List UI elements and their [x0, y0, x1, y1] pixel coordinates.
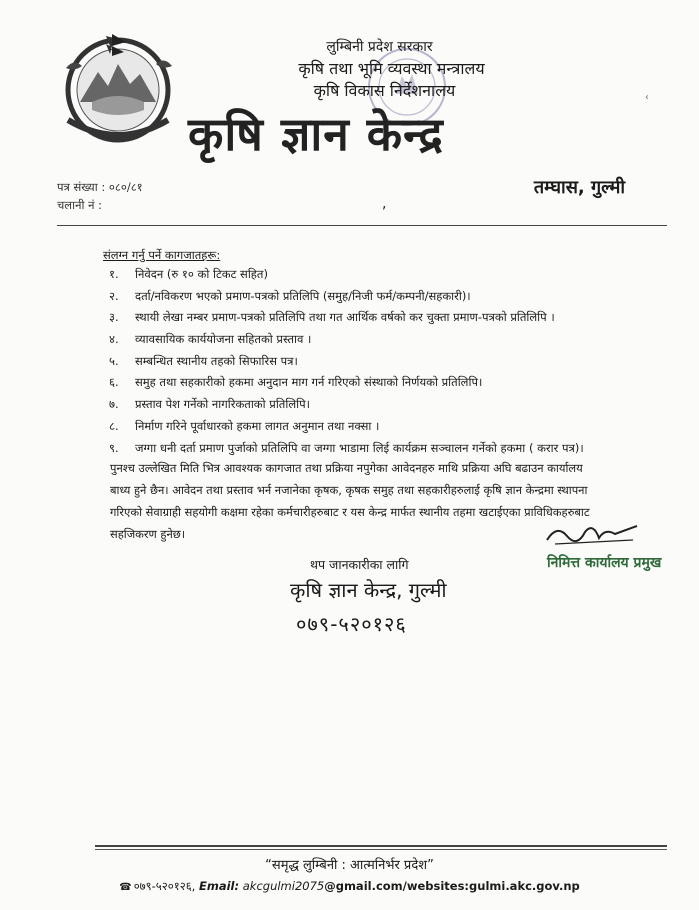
- documents-list: [103, 264, 663, 459]
- list-item: [103, 264, 663, 286]
- contact-label: थप जानकारीका लागि: [310, 557, 409, 572]
- postscript-line: सहजिकरण हुनेछ।: [110, 527, 186, 541]
- list-item-number: ८.: [109, 418, 119, 433]
- list-item: [103, 416, 663, 438]
- list-item-text: निवेदन (रु १० को टिकट सहित): [135, 267, 268, 281]
- list-item-number: ४.: [109, 332, 119, 347]
- list-item-text: जग्गा धनी दर्ता प्रमाण पुर्जाको प्रतिलिपि वा जग्गा भाडामा लिई कार्यक्रम सञ्चालन गर्नेको हकमा ( करार पत्र)।: [135, 440, 584, 455]
- list-item: [103, 351, 663, 373]
- list-item-number: ३.: [109, 310, 119, 325]
- postscript-line: गरिएको सेवाग्राही सहयोगी कक्षमा रहेका कर्मचारीहरुबाट र यस केन्द्र मार्फत स्थानीय तहमा खटाईएका प्राविधिकहरुबाट: [110, 505, 590, 519]
- stray-mark: ,: [382, 196, 387, 212]
- footer-divider: [95, 845, 667, 847]
- list-item: [103, 329, 663, 351]
- list-item: [103, 307, 663, 329]
- list-item-number: ६.: [109, 375, 119, 390]
- list-item-number: ९.: [109, 440, 119, 455]
- header-divider: [57, 225, 667, 226]
- signatory-title: निमित्त कार्यालय प्रमुख: [547, 555, 662, 571]
- list-item: [103, 372, 663, 394]
- footer-phone: ०७९-५२०१२६,: [133, 879, 196, 893]
- handwritten-signature: [545, 520, 640, 548]
- list-item-text: निर्माण गरिने पूर्वाधारको हकमा लागत अनुमान तथा नक्सा ।: [135, 418, 380, 433]
- list-item-number: १.: [109, 267, 119, 281]
- list-item-text: स्थायी लेखा नम्बर प्रमाण-पत्रको प्रतिलिपि तथा गत आर्थिक वर्षको कर चुक्ता प्रमाण-पत्रको प्रतिलिपि ।: [135, 310, 555, 325]
- phone-icon: ☎: [119, 882, 132, 893]
- contact-organization: कृषि ज्ञान केन्द्र, गुल्मी: [290, 578, 447, 602]
- list-item-text: व्यावसायिक कार्ययोजना सहितको प्रस्ताव ।: [135, 332, 312, 347]
- list-item-text: सम्बन्धित स्थानीय तहको सिफारिस पत्र।: [135, 353, 298, 368]
- postscript-line: बाध्य हुने छैन। आवेदन तथा प्रस्ताव भर्न नजानेका कृषक, कृषक समुह तथा सहकारीहरुलाई कृषि ज्ञान केन्द्रमा स्थापना: [110, 483, 588, 497]
- scan-mark: ‹: [645, 92, 649, 103]
- office-title: कृषि ज्ञान केन्द्र: [188, 107, 444, 161]
- ministry-name: कृषि तथा भूमि व्यवस्था मन्त्रालय: [298, 59, 485, 78]
- list-item-text: प्रस्ताव पेश गर्नेको नागरिकताको प्रतिलिपि।: [135, 397, 310, 412]
- letter-number-label: पत्र संख्या :: [57, 180, 106, 194]
- letter-number-value: ०८०/८१: [108, 180, 143, 194]
- footer-contact: [0, 879, 699, 894]
- footer-slogan: “समृद्ध लुम्बिनी : आत्मनिर्भर प्रदेश”: [265, 858, 434, 873]
- list-item-number: ५.: [109, 353, 119, 368]
- documents-heading: संलग्न गर्नु पर्ने कागजातहरू:: [103, 248, 221, 262]
- dispatch-number: [57, 198, 102, 213]
- government-name: लुम्बिनी प्रदेश सरकार: [326, 39, 433, 55]
- list-item-text: समुह तथा सहकारीको हकमा अनुदान माग गर्न गरिएको संस्थाको निर्णयको प्रतिलिपि।: [135, 375, 483, 390]
- footer-divider-thin: [95, 849, 667, 850]
- postscript-line: पुनश्च उल्लेखित मिति भित्र आवश्यक कागजात तथा प्रक्रिया नपुगेका आवेदनहरु माथि प्रक्रिया अघि बढाउन कार्यालय: [110, 461, 583, 475]
- footer-website[interactable]: @gmail.com/websites:gulmi.akc.gov.np: [324, 879, 580, 893]
- list-item-number: ७.: [109, 397, 119, 412]
- list-item: [103, 286, 663, 308]
- list-item: [103, 438, 663, 460]
- dispatch-number-label: चलानी नं :: [57, 198, 103, 212]
- footer-email[interactable]: akcgulmi2075: [242, 879, 325, 893]
- list-item-number: २.: [109, 288, 119, 303]
- directorate-name: कृषि विकास निर्देशनालय: [313, 81, 456, 100]
- letter-number: [57, 180, 143, 195]
- list-item-text: दर्ता/नविकरण भएको प्रमाण-पत्रको प्रतिलिपि (समुह/निजी फर्म/कम्पनी/सहकारी)।: [135, 288, 471, 303]
- footer-email-label: Email:: [198, 879, 240, 893]
- office-location: तम्घास, गुल्मी: [533, 177, 625, 198]
- list-item: [103, 394, 663, 416]
- contact-phone: ०७९-५२०१२६: [296, 612, 407, 636]
